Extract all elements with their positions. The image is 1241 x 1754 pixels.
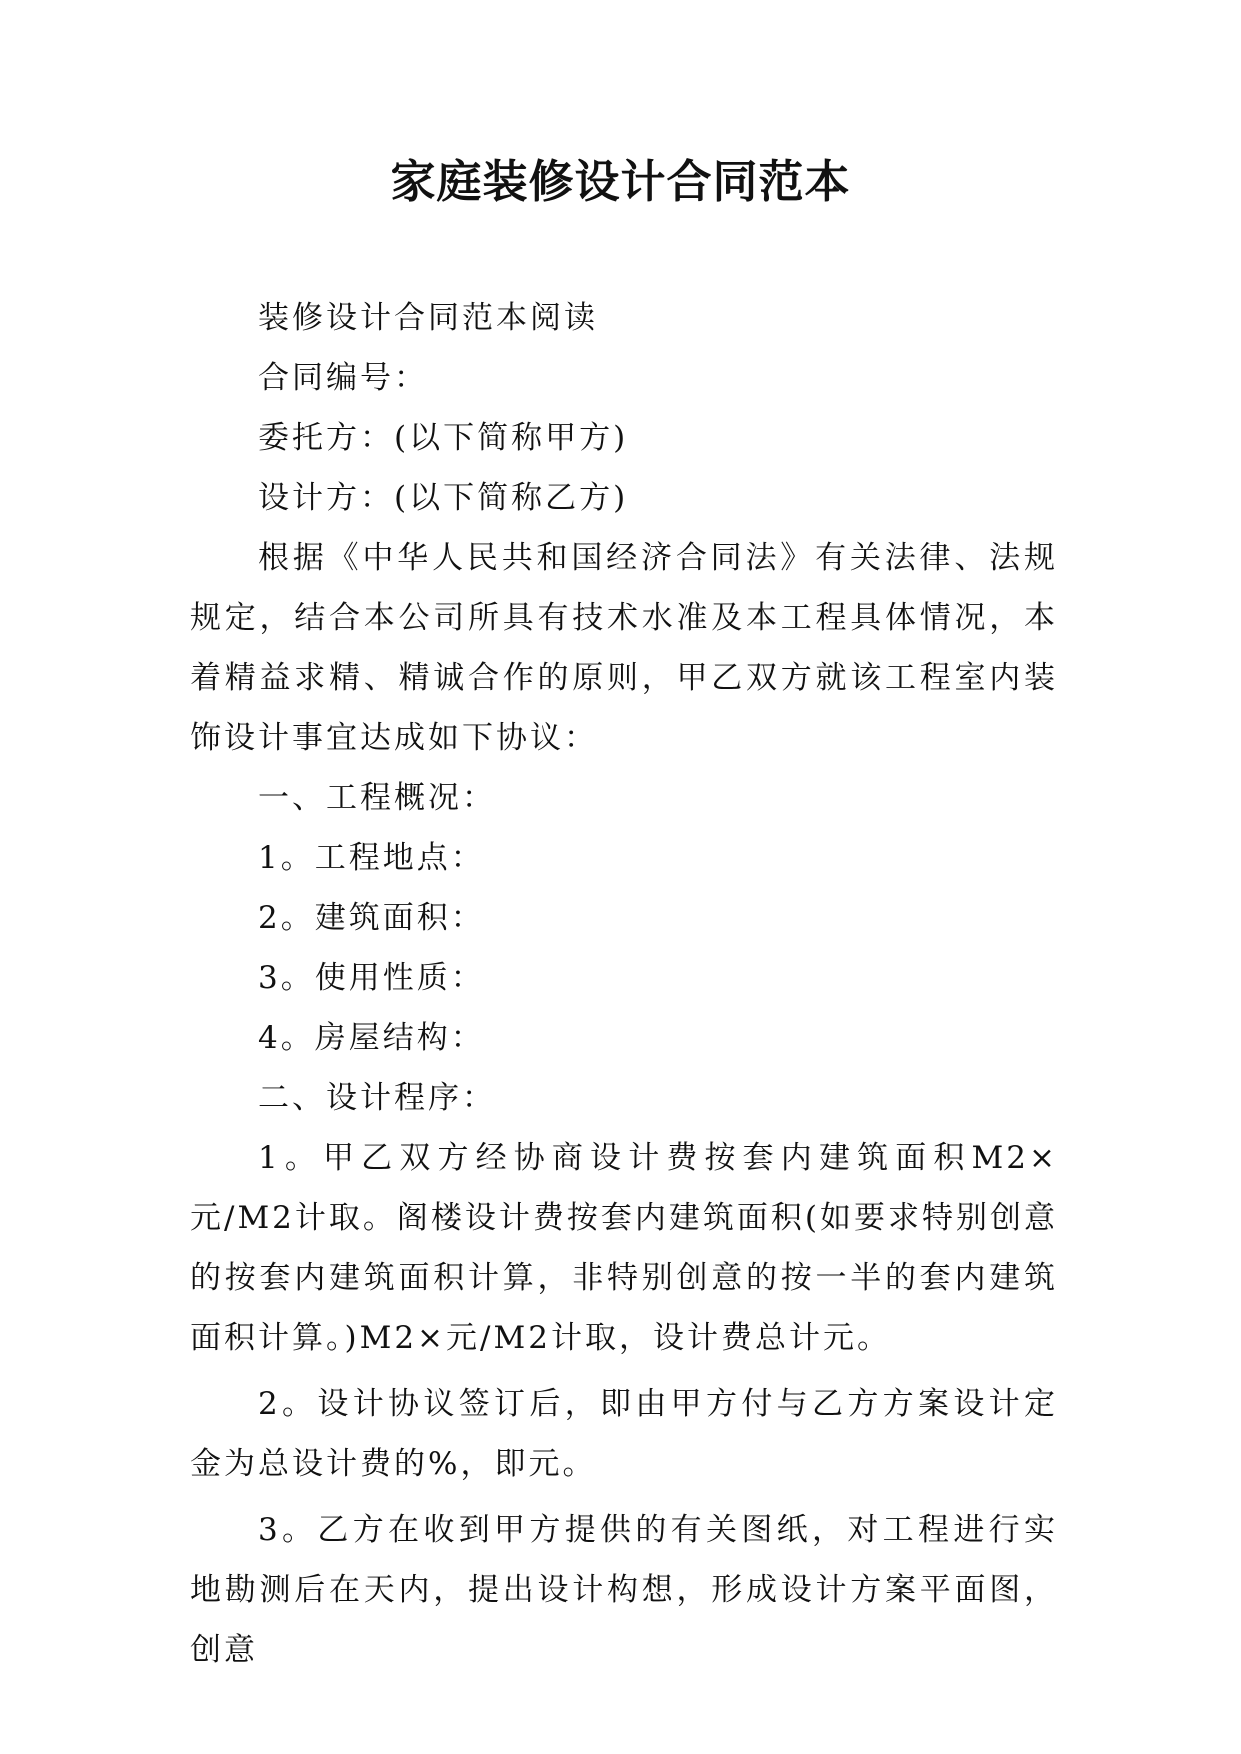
procedure-item-proposal: 3。乙方在收到甲方提供的有关图纸，对工程进行实地勘测后在天内，提出设计构想，形成设计方案平面图，创意 xyxy=(190,1512,1058,1668)
document-body xyxy=(190,288,1058,1680)
section-heading-overview: 一、工程概况： xyxy=(258,780,496,816)
paragraph-client: 委托方：(以下简称甲方) xyxy=(258,420,629,456)
list-item: 2。建筑面积： xyxy=(258,900,485,936)
document-title: 家庭装修设计合同范本 xyxy=(390,155,851,208)
list-item: 4。房屋结构： xyxy=(258,1020,485,1056)
paragraph-designer: 设计方：(以下简称乙方) xyxy=(258,480,629,516)
procedure-item-deposit: 2。设计协议签订后，即由甲方付与乙方方案设计定金为总设计费的%，即元。 xyxy=(190,1386,1058,1482)
section-heading-procedure: 二、设计程序： xyxy=(258,1080,496,1116)
procedure-item-fee: 1。甲乙双方经协商设计费按套内建筑面积M2×元/M2计取。阁楼设计费按套内建筑面积(如要求特别创意的按套内建筑面积计算，非特别创意的按一半的套内建筑面积计算。)M2×元/M2计取，设计费总计元。 xyxy=(190,1140,1059,1356)
list-item: 3。使用性质： xyxy=(258,960,485,996)
paragraph-subtitle: 装修设计合同范本阅读 xyxy=(258,300,598,336)
paragraph-preamble: 根据《中华人民共和国经济合同法》有关法律、法规规定，结合本公司所具有技术水准及本工程具体情况，本着精益求精、精诚合作的原则，甲乙双方就该工程室内装饰设计事宜达成如下协议： xyxy=(190,540,1058,756)
list-item: 1。工程地点： xyxy=(258,840,485,876)
paragraph-contract-number: 合同编号： xyxy=(258,360,428,396)
